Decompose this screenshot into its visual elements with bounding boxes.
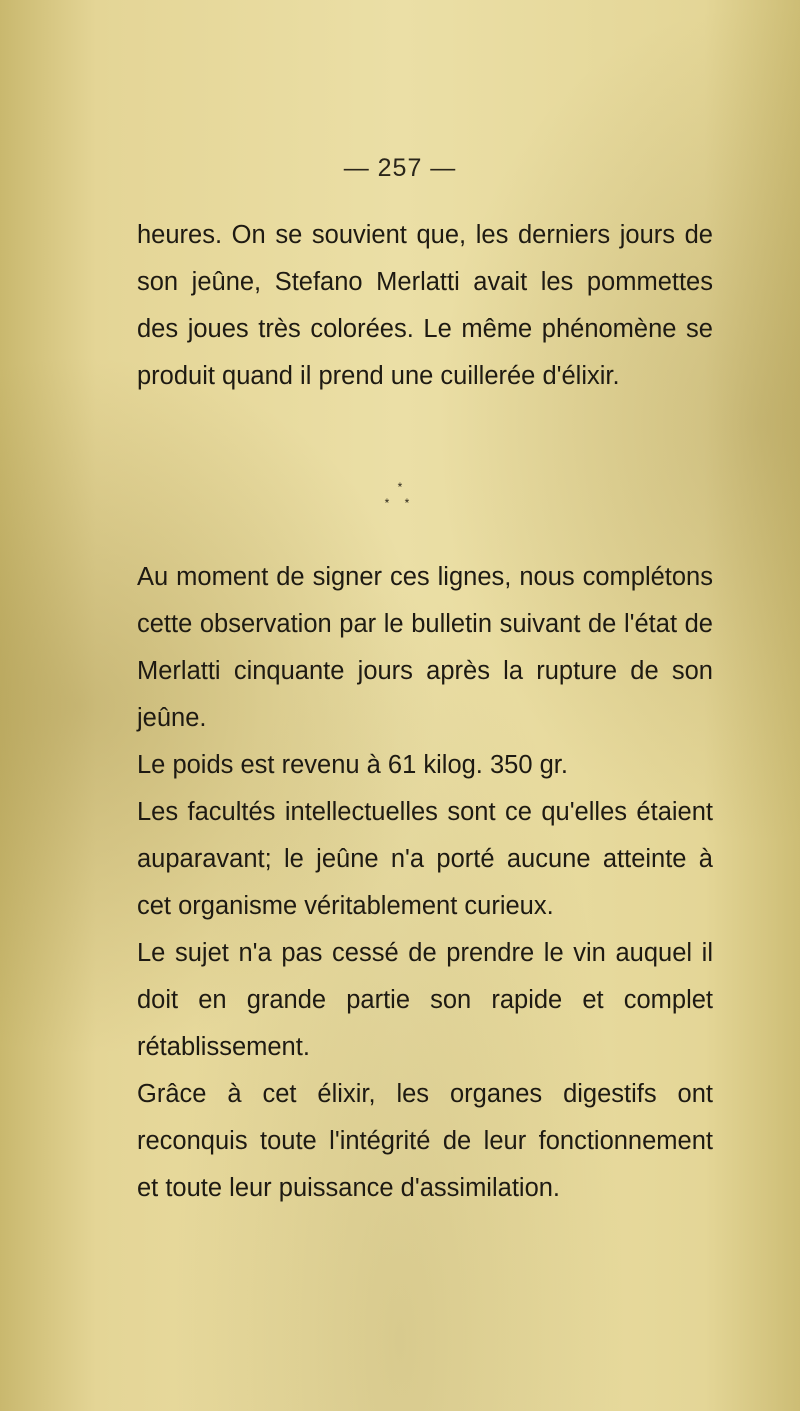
paragraph: Le sujet n'a pas cessé de prendre le vin auquel il doit en grande partie son rapide et complet rétablissement.	[137, 939, 713, 1061]
paragraph: Le poids est revenu à 61 kilog. 350 gr.	[137, 751, 568, 779]
paragraph: heures. On se souvient que, les derniers jours de son jeûne, Stefano Merlatti avait les pommettes des joues très colorées. Le même phénomène se produit quand il prend une cuillerée d'élixir.	[137, 221, 713, 390]
text-block-bottom	[137, 554, 713, 1212]
paragraph: Grâce à cet élixir, les organes digestifs ont reconquis toute l'intégrité de leur fonctionnement et toute leur puissance d'assimilation.	[137, 1080, 713, 1202]
text-block-top	[137, 212, 713, 400]
asterism-bottom: * *	[384, 496, 416, 510]
page-number: — 257 —	[343, 154, 457, 182]
paragraph: Au moment de signer ces lignes, nous complétons cette observation par le bulletin suivant de l'état de Merlatti cinquante jours après la rupture de son jeûne.	[137, 563, 713, 732]
paragraph: Les facultés intellectuelles sont ce qu'elles étaient auparavant; le jeûne n'a porté aucune atteinte à cet organisme véritablement curieux.	[137, 798, 713, 920]
asterism-separator	[350, 480, 450, 520]
asterism-top: *	[397, 480, 403, 494]
